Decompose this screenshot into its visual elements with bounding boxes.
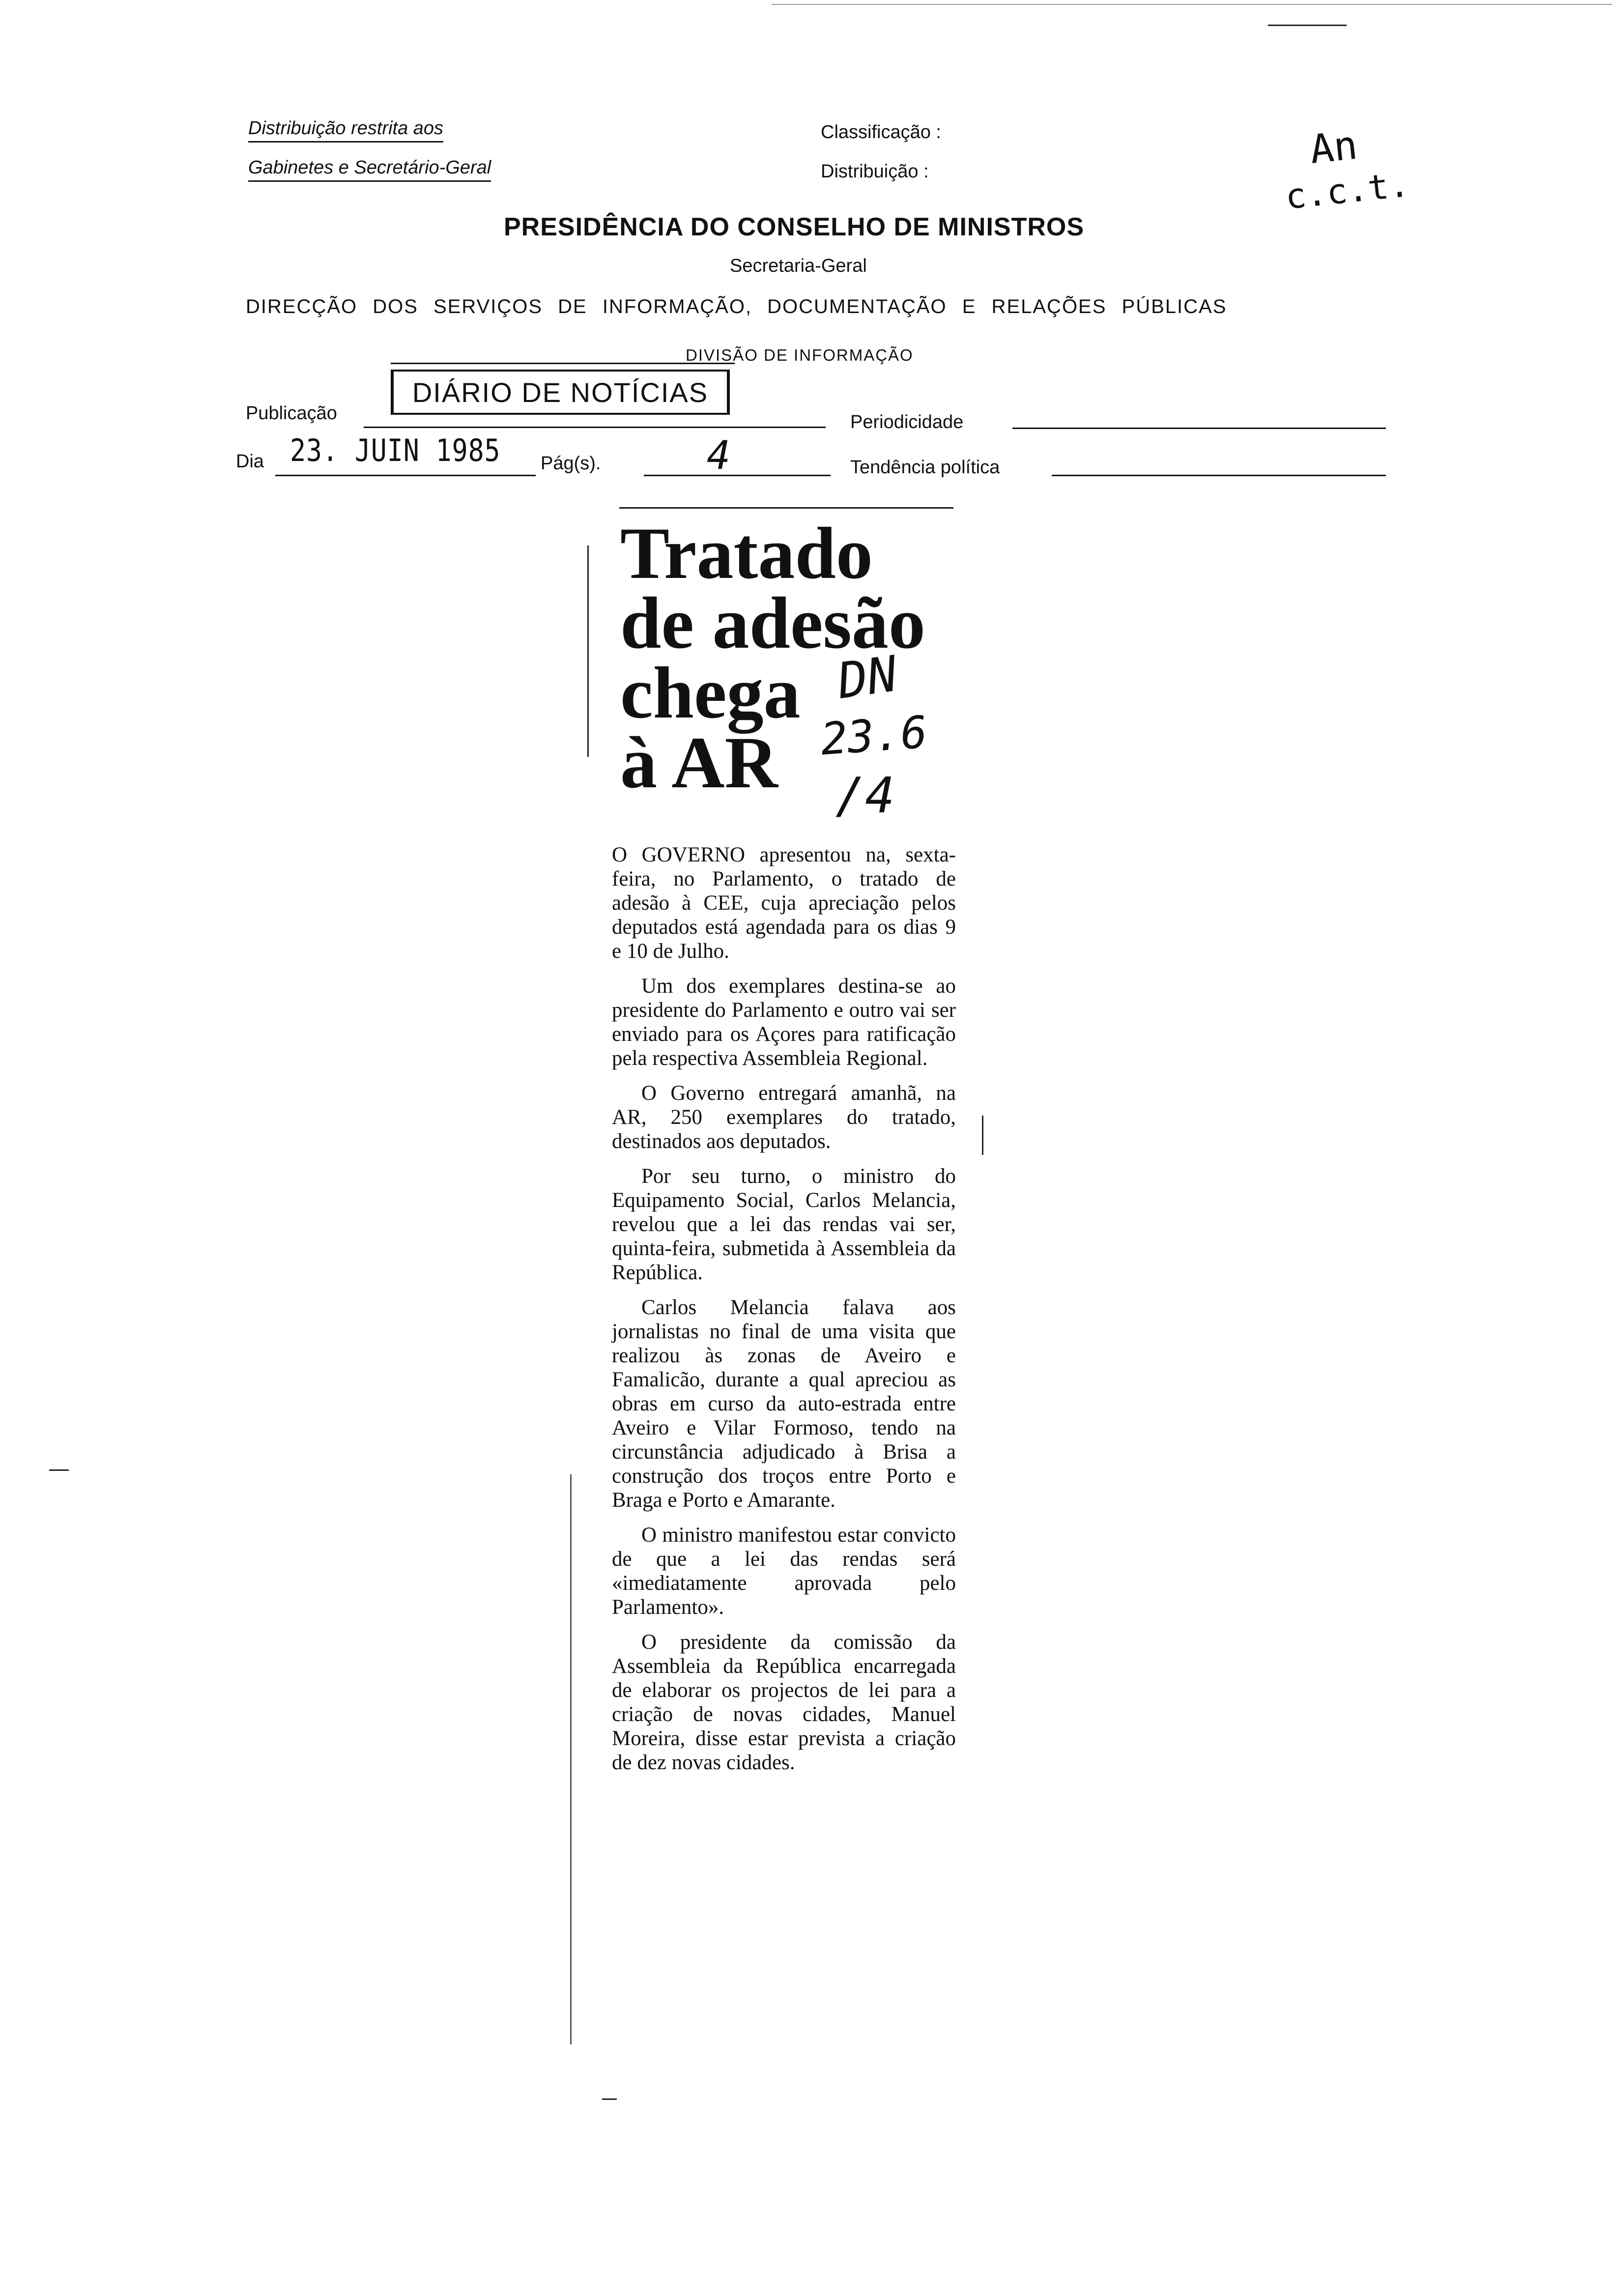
clipping-left-edge: [587, 545, 589, 757]
headline-line-4: à AR: [620, 722, 778, 804]
article-paragraph-2: Um dos exemplares destina-se ao presidente do Parlamento e outro vai ser enviado para os Açores para ratificação pela respectiva Assembleia Regional.: [612, 975, 956, 1070]
scan-artifact-top-line: [1268, 25, 1347, 26]
distribuicao-label: Distribuição :: [821, 161, 929, 182]
pag-handwritten-value: 4: [707, 432, 731, 478]
tendencia-underline: [1052, 475, 1386, 476]
pag-label: Pág(s).: [541, 453, 601, 474]
headline-line-1: Tratado: [620, 513, 873, 594]
handwritten-reference: DN: [834, 645, 901, 710]
handwritten-date: 23.6: [819, 706, 929, 766]
classificacao-label: Classificação :: [821, 122, 941, 143]
secretaria-geral: Secretaria-Geral: [730, 256, 867, 276]
article-headline: [620, 513, 1013, 804]
article-paragraph-5: Carlos Melancia falava aos jornalistas no final de uma visita que realizou às zonas de Aveiro e Famalicão, durante a qual apreciou as obras em curso da auto-estrada entre Aveiro e Vilar Formoso, tendo na circunstância adjudicado à Brisa a construção dos troços entre Porto e Braga e Porto e Amarante.: [612, 1296, 956, 1512]
direccao-servicos: DIRECÇÃO DOS SERVIÇOS DE INFORMAÇÃO, DOCUMENTAÇÃO E RELAÇÕES PÚBLICAS: [246, 296, 1227, 317]
tendencia-label: Tendência política: [850, 457, 1000, 478]
article-body: [612, 843, 956, 1785]
scan-artifact-bottom-dash: [602, 2098, 617, 2100]
scan-artifact-right-tick: [982, 1116, 983, 1155]
handwritten-page: /4: [835, 767, 895, 824]
periodicidade-underline: [1012, 428, 1386, 429]
headline-line-3: chega: [620, 652, 801, 734]
dia-stamp-value: 23. JUIN 1985: [290, 432, 501, 468]
dia-underline: [275, 475, 536, 476]
clipping-left-edge-lower: [570, 1474, 572, 2044]
publicacao-label: Publicação: [246, 403, 337, 424]
corner-annotation-line2: c.c.t.: [1283, 164, 1411, 217]
article-paragraph-7: O presidente da comissão da Assembleia da República encarregada de elaborar os projectos de lei para a criação de novas cidades, Manuel Moreira, disse estar prevista a criação de dez novas cidades.: [612, 1631, 956, 1774]
publicacao-stamp: [391, 370, 730, 415]
article-paragraph-4: Por seu turno, o ministro do Equipamento Social, Carlos Melancia, revelou que a lei das rendas vai ser, quinta-feira, submetida à Assembleia da República.: [612, 1165, 956, 1284]
divisao-informacao: DIVISÃO DE INFORMAÇÃO: [686, 346, 914, 364]
publicacao-value: DIÁRIO DE NOTÍCIAS: [412, 376, 709, 408]
org-title: PRESIDÊNCIA DO CONSELHO DE MINISTROS: [504, 213, 1085, 241]
scan-artifact-top-line: [772, 4, 1612, 5]
article-paragraph-6: O ministro manifestou estar convicto de que a lei das rendas será «imediatamente aprovada pelo Parlamento».: [612, 1523, 956, 1619]
dia-label: Dia: [236, 451, 264, 472]
scan-artifact-left-dash: [49, 1469, 69, 1471]
periodicidade-label: Periodicidade: [850, 412, 964, 432]
restricted-distribution-line1: Distribuição restrita aos: [248, 118, 443, 143]
article-paragraph-3: O Governo entregará amanhã, na AR, 250 exemplares do tratado, destinados aos deputados.: [612, 1082, 956, 1153]
publicacao-underline: [364, 427, 826, 428]
clipping-top-rule: [619, 507, 953, 509]
restricted-distribution-line2: Gabinetes e Secretário-Geral: [248, 157, 491, 182]
handwritten-corner-annotation: [1283, 118, 1411, 217]
article-paragraph-1: O GOVERNO apresentou na, sexta-feira, no Parlamento, o tratado de adesão à CEE, cuja apreciação pelos deputados está agendada para os dias 9 e 10 de Julho.: [612, 843, 956, 963]
divisao-rule: [391, 363, 735, 364]
corner-annotation-line1: An: [1307, 122, 1360, 173]
headline-line-2: de adesão: [620, 582, 925, 664]
pag-underline: [644, 475, 831, 476]
